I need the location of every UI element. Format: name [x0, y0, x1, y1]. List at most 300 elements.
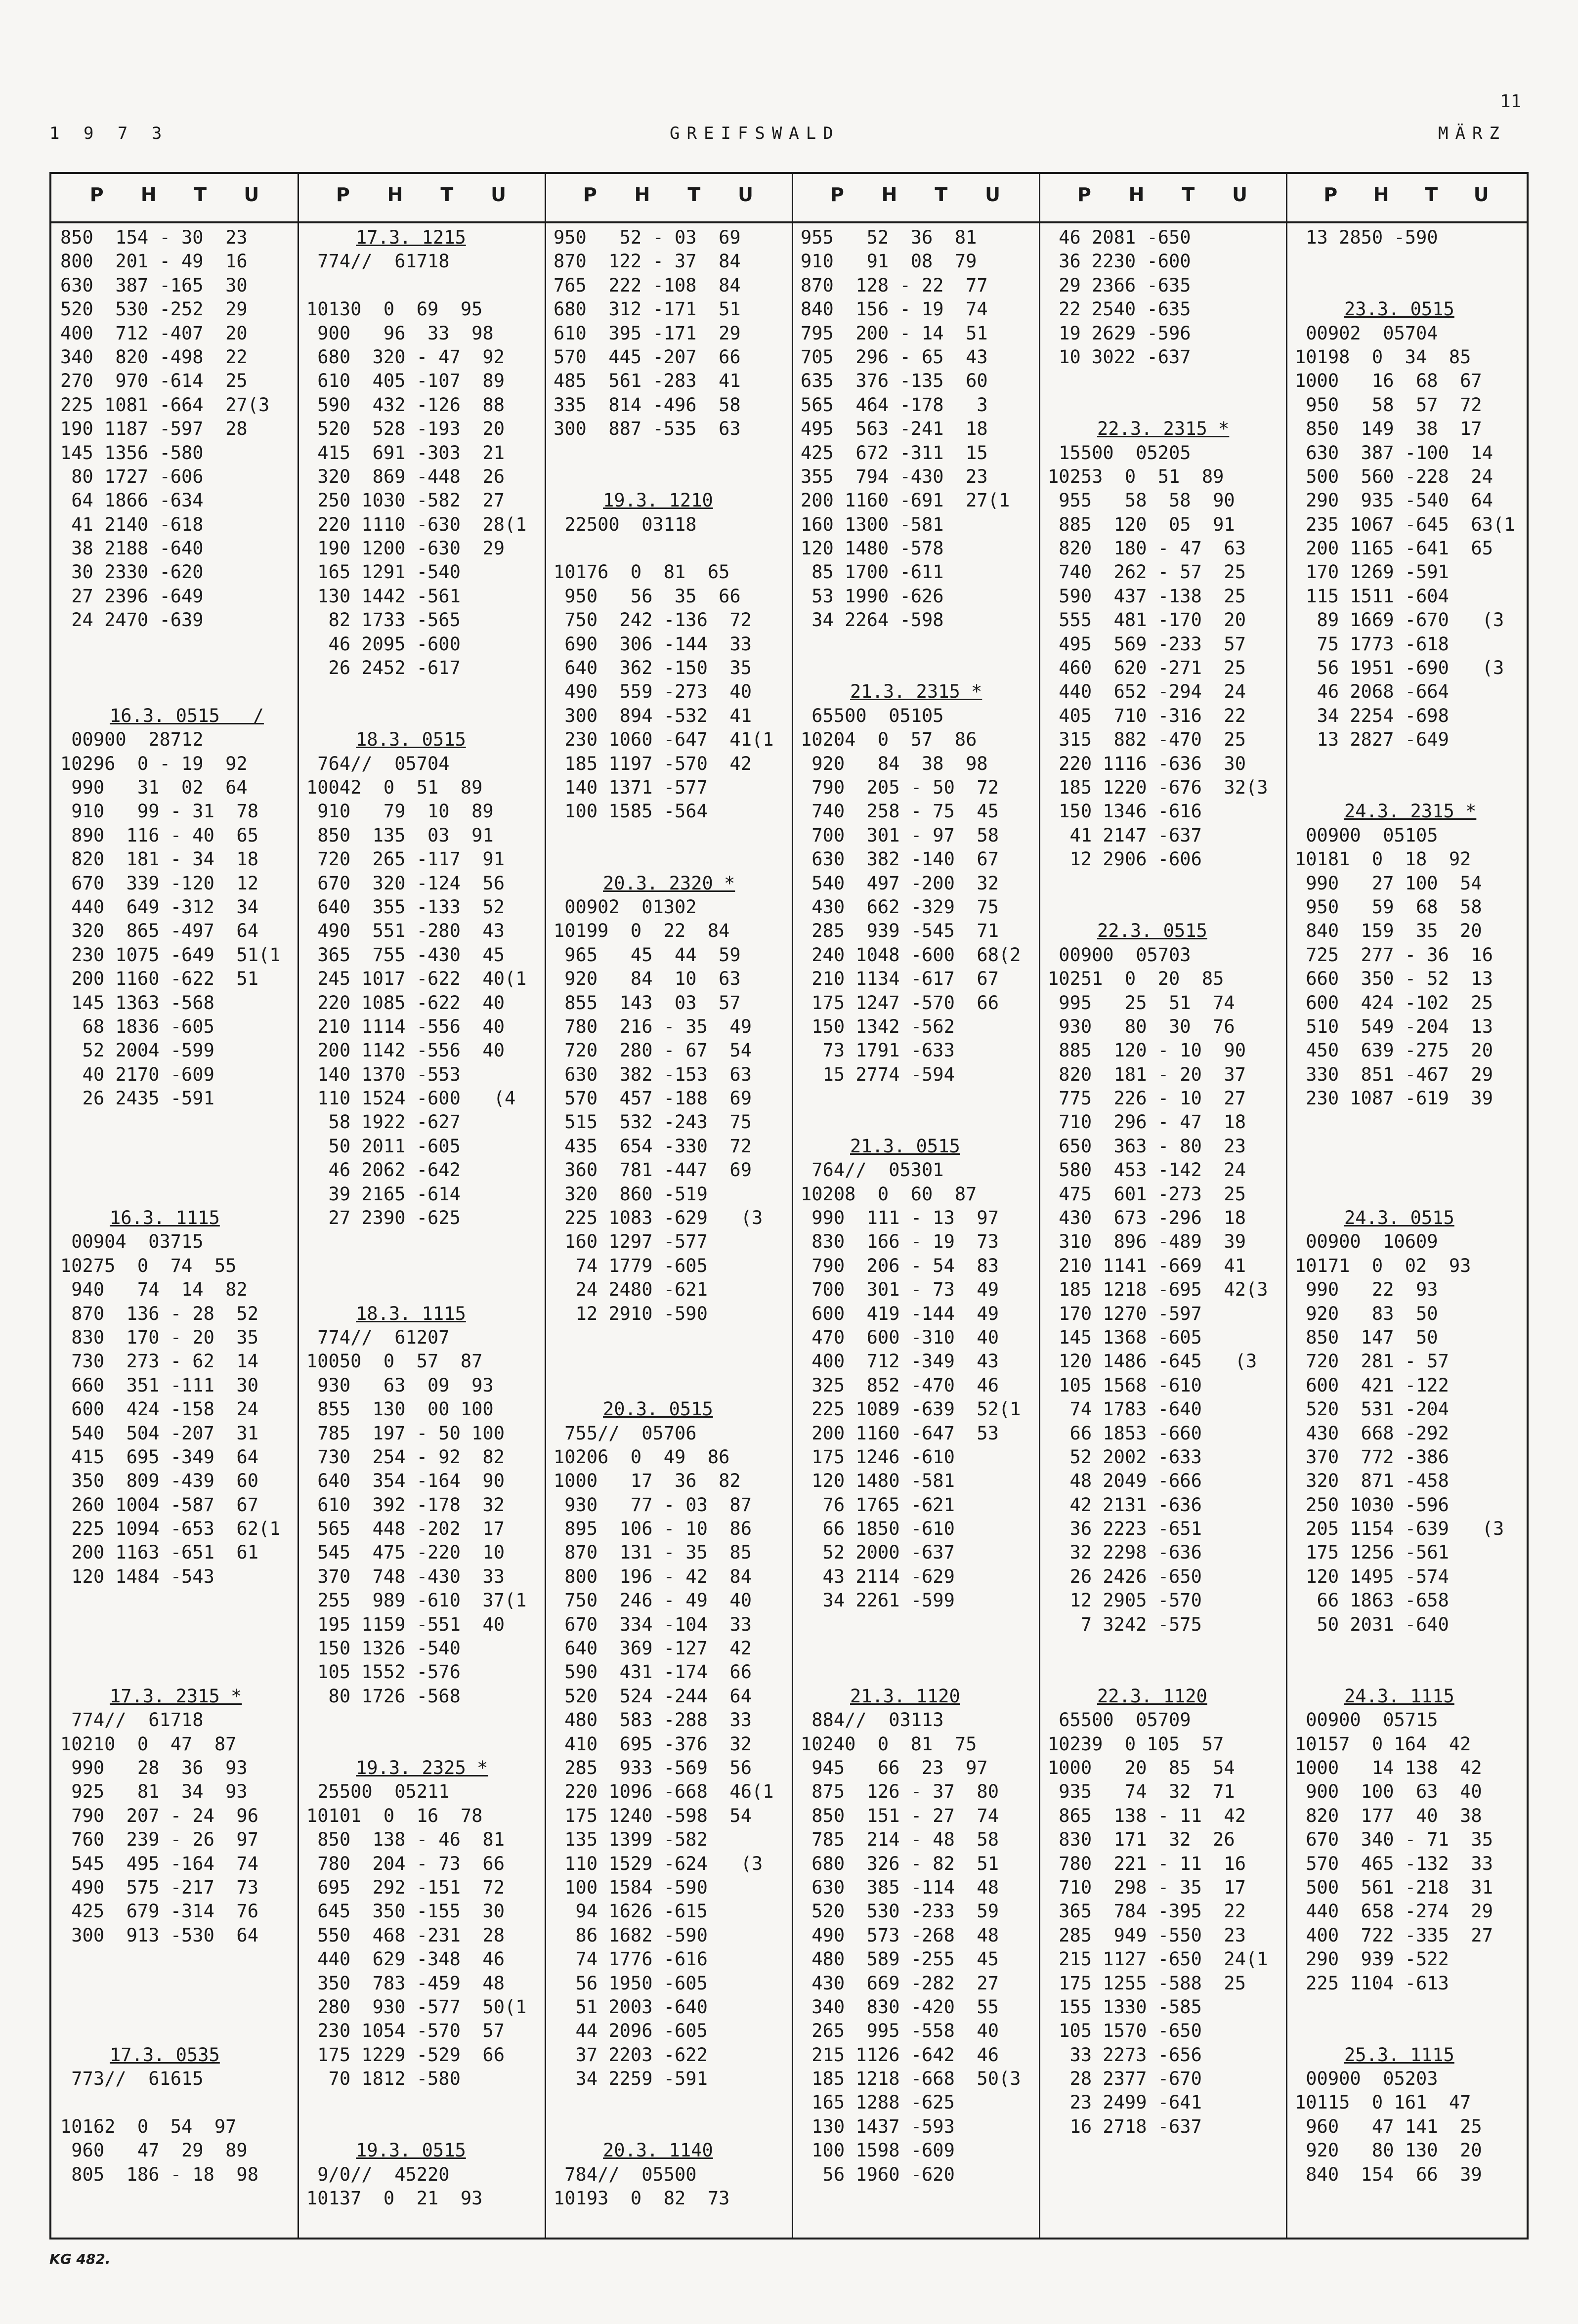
- data-row: 12 2905 -570: [1048, 1590, 1202, 1611]
- data-row: [306, 704, 541, 728]
- data-row: 10199 0 22 84: [554, 920, 730, 942]
- sounding-title: 22.3. 1120: [1097, 1685, 1207, 1707]
- data-row: 10115 0 161 47: [1295, 2092, 1471, 2113]
- data-row: 115 1511 -604: [1295, 585, 1449, 607]
- data-row: 355 794 -430 23: [801, 465, 988, 487]
- data-row: [60, 1589, 294, 1612]
- station-title: GREIFSWALD: [670, 124, 840, 143]
- data-row: 25500 05211: [306, 1781, 450, 1803]
- data-row: 910 79 10 89: [306, 801, 494, 822]
- data-row: 910 91 08 79: [801, 251, 977, 272]
- data-row: [60, 1110, 294, 1134]
- data-row: 920 84 38 98: [801, 753, 988, 774]
- data-row: 840 154 66 39: [1295, 2163, 1482, 2185]
- data-row: 32 2298 -636: [1048, 1542, 1202, 1563]
- data-row: [1295, 1637, 1523, 1660]
- data-row: 580 453 -142 24: [1048, 1159, 1246, 1181]
- data-row: 350 783 -459 48: [306, 1972, 505, 1994]
- sounding-title: 23.3. 0515: [1344, 298, 1454, 320]
- data-row: 22 2540 -635: [1048, 298, 1191, 320]
- data-row: 870 136 - 28 52: [60, 1303, 258, 1324]
- data-row: 430 662 -329 75: [801, 896, 999, 918]
- column-header-p: P: [1077, 184, 1091, 206]
- data-row: 765 222 -108 84: [554, 274, 741, 296]
- data-row: 515 532 -243 75: [554, 1111, 752, 1133]
- data-row: 830 166 - 19 73: [801, 1231, 999, 1253]
- data-row: 190 1200 -630 29: [306, 538, 505, 559]
- data-row: 340 830 -420 55: [801, 1996, 999, 2018]
- data-row: 365 755 -430 45: [306, 944, 505, 966]
- data-row: [60, 2019, 294, 2043]
- data-row: 700 301 - 73 49: [801, 1279, 999, 1301]
- data-row: 630 382 -153 63: [554, 1063, 752, 1085]
- sounding-title: 25.3. 1115: [1344, 2044, 1454, 2066]
- data-row: 400 712 -407 20: [60, 322, 248, 344]
- data-row: 285 933 -569 56: [554, 1757, 752, 1778]
- data-row: 520 530 -233 59: [801, 1901, 999, 1922]
- data-row: 190 1187 -597 28: [60, 418, 248, 440]
- data-row: 900 96 33 98: [306, 322, 494, 344]
- data-row: 37 2203 -622: [554, 2044, 708, 2066]
- data-row: 00902 01302: [554, 896, 697, 918]
- data-row: 460 620 -271 25: [1048, 657, 1246, 679]
- data-row: 100 1598 -609: [801, 2140, 955, 2161]
- data-row: 400 722 -335 27: [1295, 1924, 1493, 1946]
- data-row: [1048, 1637, 1282, 1660]
- data-row: 485 561 -283 41: [554, 370, 741, 392]
- column-header-t: T: [687, 184, 701, 206]
- data-row: 10193 0 82 73: [554, 2188, 730, 2209]
- data-row: [306, 2115, 541, 2139]
- data-row: 89 1669 -670 (3: [1295, 609, 1504, 631]
- data-row: 950 56 35 66: [554, 585, 741, 607]
- sounding-title: 19.3. 2325 *: [356, 1757, 488, 1778]
- data-row: 220 1116 -636 30: [1048, 753, 1246, 774]
- data-row: 10206 0 49 86: [554, 1446, 730, 1468]
- data-row: 46 2095 -600: [306, 633, 461, 655]
- data-row: 1000 20 85 54: [1048, 1757, 1235, 1778]
- data-row: 750 246 - 49 40: [554, 1590, 752, 1611]
- data-row: 195 1159 -551 40: [306, 1613, 505, 1635]
- data-row: [1295, 1135, 1523, 1158]
- data-row: 670 334 -104 33: [554, 1613, 752, 1635]
- data-row: 955 52 36 81: [801, 227, 977, 248]
- data-row: 330 851 -467 29: [1295, 1063, 1493, 1085]
- data-row: 300 913 -530 64: [60, 1924, 258, 1946]
- data-row: 850 147 50: [1295, 1326, 1438, 1348]
- data-row: 870 131 - 35 85: [554, 1542, 752, 1563]
- data-row: 315 882 -470 25: [1048, 729, 1246, 751]
- data-row: 215 1127 -650 24(1: [1048, 1948, 1268, 1970]
- data-row: 00900 05715: [1295, 1709, 1438, 1731]
- column-header-h: H: [1128, 184, 1145, 206]
- data-row: 555 481 -170 20: [1048, 609, 1246, 631]
- data-row: 335 814 -496 58: [554, 394, 741, 416]
- data-row: 520 528 -193 20: [306, 418, 505, 440]
- data-row: 175 1240 -598 54: [554, 1805, 752, 1826]
- data-row: 430 673 -296 18: [1048, 1207, 1246, 1229]
- data-row: [306, 2091, 541, 2114]
- data-row: 10239 0 105 57: [1048, 1733, 1224, 1755]
- column-header: [298, 184, 545, 206]
- data-row: 660 351 -111 30: [60, 1374, 258, 1396]
- data-row: 260 1004 -587 67: [60, 1494, 258, 1516]
- column-header: [792, 184, 1039, 206]
- data-row: [60, 1972, 294, 1995]
- data-row: 365 784 -395 22: [1048, 1901, 1246, 1922]
- data-row: 520 524 -244 64: [554, 1685, 752, 1707]
- data-row: 82 1733 -565: [306, 609, 461, 631]
- data-row: 440 629 -348 46: [306, 1948, 505, 1970]
- sounding-title: 19.3. 1210: [603, 490, 713, 511]
- data-row: 10208 0 60 87: [801, 1183, 977, 1205]
- data-row: 940 74 14 82: [60, 1279, 248, 1301]
- data-row: [801, 1660, 1035, 1684]
- data-row: [60, 656, 294, 680]
- data-row: 74 1779 -605: [554, 1255, 708, 1276]
- data-row: 955 58 58 90: [1048, 490, 1235, 511]
- data-row: 680 326 - 82 51: [801, 1853, 999, 1874]
- data-row: 990 31 02 64: [60, 776, 248, 798]
- column-header: [1286, 184, 1527, 206]
- data-row: 210 1134 -617 67: [801, 968, 999, 990]
- data-row: 40 2170 -609: [60, 1063, 214, 1085]
- data-row: 895 106 - 10 86: [554, 1518, 752, 1540]
- data-row: 490 551 -280 43: [306, 920, 505, 942]
- data-row: 780 216 - 35 49: [554, 1015, 752, 1037]
- data-row: 58 1922 -627: [306, 1111, 461, 1133]
- data-row: 600 424 -102 25: [1295, 992, 1493, 1014]
- form-number: KG 482.: [49, 2251, 111, 2267]
- data-row: 23 2499 -641: [1048, 2092, 1202, 2113]
- data-row: 774// 61207: [306, 1326, 450, 1348]
- data-row: 27 2390 -625: [306, 1207, 461, 1229]
- data-row: 480 589 -255 45: [801, 1948, 999, 1970]
- data-row: 66 1853 -660: [1048, 1422, 1202, 1444]
- sounding-title: 18.3. 1115: [356, 1303, 466, 1324]
- column-header-p: P: [1323, 184, 1338, 206]
- data-row: 680 312 -171 51: [554, 298, 741, 320]
- sounding-title: 16.3. 0515 /: [110, 705, 264, 726]
- data-row: 320 871 -458: [1295, 1470, 1449, 1492]
- data-row: 145 1363 -568: [60, 992, 214, 1014]
- data-row: [554, 847, 788, 871]
- data-row: [1295, 1660, 1523, 1684]
- column-header: [51, 184, 298, 206]
- data-row: 39 2165 -614: [306, 1183, 461, 1205]
- data-row: 495 563 -241 18: [801, 418, 988, 440]
- data-row: 440 658 -274 29: [1295, 1901, 1493, 1922]
- data-row: 645 350 -155 30: [306, 1901, 505, 1922]
- data-row: 820 181 - 20 37: [1048, 1063, 1246, 1085]
- data-row: 350 809 -439 60: [60, 1470, 258, 1492]
- data-row: 790 206 - 54 83: [801, 1255, 999, 1276]
- column-header-t: T: [440, 184, 454, 206]
- data-row: 320 860 -519: [554, 1183, 708, 1205]
- sounding-title: 17.3. 2315 *: [110, 1685, 242, 1707]
- data-row: 630 382 -140 67: [801, 848, 999, 870]
- data-row: 00900 05105: [1295, 824, 1438, 846]
- data-row: 785 214 - 48 58: [801, 1829, 999, 1851]
- data-row: 105 1570 -650: [1048, 2020, 1202, 2042]
- data-row: [1295, 1110, 1523, 1134]
- data-row: 600 424 -158 24: [60, 1398, 258, 1420]
- data-row: 820 181 - 34 18: [60, 848, 258, 870]
- data-row: 110 1524 -600 (4: [306, 1088, 516, 1109]
- data-row: 520 530 -252 29: [60, 298, 248, 320]
- data-row: 920 80 130 20: [1295, 2140, 1482, 2161]
- data-row: 165 1288 -625: [801, 2092, 955, 2113]
- data-row: 120 1480 -578: [801, 538, 944, 559]
- data-row: 53 1990 -626: [801, 585, 944, 607]
- data-row: 885 120 05 91: [1048, 513, 1235, 535]
- column-header-t: T: [1182, 184, 1195, 206]
- column-body: [554, 226, 788, 2210]
- data-row: 990 22 93: [1295, 1279, 1438, 1301]
- data-row: 225 1089 -639 52(1: [801, 1398, 1021, 1420]
- data-row: 15 2774 -594: [801, 1063, 955, 1085]
- data-row: 175 1247 -570 66: [801, 992, 999, 1014]
- data-row: [306, 1254, 541, 1278]
- data-row: 170 1269 -591: [1295, 561, 1449, 583]
- data-row: 490 573 -268 48: [801, 1924, 999, 1946]
- data-row: [60, 1183, 294, 1206]
- data-row: [60, 633, 294, 656]
- data-row: 610 405 -107 89: [306, 370, 505, 392]
- data-row: 360 781 -447 69: [554, 1159, 752, 1181]
- data-row: [554, 441, 788, 465]
- data-row: 10210 0 47 87: [60, 1733, 237, 1755]
- data-row: 705 296 - 65 43: [801, 346, 988, 368]
- data-row: 670 340 - 71 35: [1295, 1829, 1493, 1851]
- data-row: 29 2366 -635: [1048, 274, 1191, 296]
- data-row: 120 1486 -645 (3: [1048, 1351, 1257, 1372]
- data-row: 130 1437 -593: [801, 2115, 955, 2137]
- data-row: [60, 1158, 294, 1182]
- data-row: 105 1552 -576: [306, 1661, 461, 1683]
- data-row: 495 569 -233 57: [1048, 633, 1246, 655]
- data-row: 855 130 00 100: [306, 1398, 494, 1420]
- data-row: 00904 03715: [60, 1231, 204, 1253]
- data-row: 640 369 -127 42: [554, 1638, 752, 1659]
- data-row: 300 894 -532 41: [554, 705, 752, 726]
- sounding-title: 21.3. 0515: [850, 1135, 960, 1157]
- data-row: 820 180 - 47 63: [1048, 538, 1246, 559]
- data-row: 105 1568 -610: [1048, 1374, 1202, 1396]
- data-row: 175 1256 -561: [1295, 1542, 1449, 1563]
- data-row: 850 138 - 46 81: [306, 1829, 505, 1851]
- data-row: 100 1584 -590: [554, 1876, 708, 1898]
- data-row: 600 421 -122: [1295, 1374, 1449, 1396]
- data-row: 52 2004 -599: [60, 1040, 214, 1061]
- column-header: [1039, 184, 1286, 206]
- data-row: 200 1160 -647 53: [801, 1422, 999, 1444]
- data-row: 42 2131 -636: [1048, 1494, 1202, 1516]
- data-row: 145 1368 -605: [1048, 1326, 1202, 1348]
- column-header-u: U: [1232, 184, 1248, 206]
- sounding-title: 21.3. 2315 *: [850, 681, 982, 703]
- data-row: 175 1229 -529 66: [306, 2044, 505, 2066]
- data-row: 405 710 -316 22: [1048, 705, 1246, 726]
- data-row: 415 691 -303 21: [306, 442, 505, 464]
- column-header-h: H: [1373, 184, 1389, 206]
- data-row: 12 2910 -590: [554, 1303, 708, 1324]
- data-row: 890 116 - 40 65: [60, 824, 258, 846]
- data-row: [801, 1637, 1035, 1660]
- data-row: 140 1371 -577: [554, 776, 708, 798]
- data-row: [801, 633, 1035, 656]
- data-row: 120 1480 -581: [801, 1470, 955, 1492]
- data-row: 1000 16 68 67: [1295, 370, 1482, 392]
- data-row: 36 2230 -600: [1048, 251, 1191, 272]
- data-row: 450 639 -275 20: [1295, 1040, 1493, 1061]
- data-row: [60, 680, 294, 704]
- data-row: 135 1399 -582: [554, 1829, 708, 1851]
- data-row: [1048, 872, 1282, 895]
- data-row: 900 100 63 40: [1295, 1781, 1482, 1803]
- data-row: [60, 1660, 294, 1684]
- column-header-p: P: [830, 184, 844, 206]
- column-header-p: P: [89, 184, 104, 206]
- data-row: 995 25 51 74: [1048, 992, 1235, 1014]
- data-row: 720 280 - 67 54: [554, 1040, 752, 1061]
- data-row: 930 63 09 93: [306, 1374, 494, 1396]
- data-row: [60, 1637, 294, 1660]
- data-row: 15500 05205: [1048, 442, 1191, 464]
- data-table: [49, 172, 1529, 2239]
- data-row: [60, 1947, 294, 1971]
- data-row: 430 668 -292: [1295, 1422, 1449, 1444]
- data-row: 10162 0 54 97: [60, 2115, 237, 2137]
- data-row: 800 196 - 42 84: [554, 1565, 752, 1587]
- data-row: 56 1951 -690 (3: [1295, 657, 1504, 679]
- data-row: 730 254 - 92 82: [306, 1446, 505, 1468]
- data-row: 240 1048 -600 68(2: [801, 944, 1021, 966]
- data-row: 00900 10609: [1295, 1231, 1438, 1253]
- data-row: [60, 2091, 294, 2114]
- data-row: 50 2011 -605: [306, 1135, 461, 1157]
- data-row: 205 1154 -639 (3: [1295, 1518, 1504, 1540]
- data-row: 230 1060 -647 41(1: [554, 729, 774, 751]
- data-row: 930 77 - 03 87: [554, 1494, 752, 1516]
- data-row: 225 1081 -664 27(3: [60, 394, 270, 416]
- data-row: [1295, 274, 1523, 297]
- data-row: 86 1682 -590: [554, 1924, 708, 1946]
- data-row: [306, 1230, 541, 1254]
- sounding-title: 24.3. 1115: [1344, 1685, 1454, 1707]
- data-row: 200 1165 -641 65: [1295, 538, 1493, 559]
- data-row: 670 339 -120 12: [60, 872, 258, 894]
- data-row: 630 385 -114 48: [801, 1876, 999, 1898]
- data-row: 00902 05704: [1295, 322, 1438, 344]
- column-header-u: U: [1473, 184, 1489, 206]
- data-row: [801, 1087, 1035, 1110]
- sounding-title: 17.3. 0535: [110, 2044, 220, 2066]
- data-row: 10 3022 -637: [1048, 346, 1191, 368]
- data-row: 600 419 -144 49: [801, 1303, 999, 1324]
- data-row: 774// 61718: [306, 251, 450, 272]
- data-row: [60, 1995, 294, 2019]
- data-row: 1000 14 138 42: [1295, 1757, 1482, 1778]
- sounding-column: [51, 174, 298, 2238]
- data-row: 10130 0 69 95: [306, 298, 483, 320]
- sounding-column: [792, 174, 1039, 2238]
- data-row: 840 156 - 19 74: [801, 298, 988, 320]
- data-row: 165 1291 -540: [306, 561, 461, 583]
- data-row: 755// 05706: [554, 1422, 697, 1444]
- data-row: [1295, 1183, 1523, 1206]
- data-row: 773// 61615: [60, 2068, 204, 2090]
- data-row: 920 83 50: [1295, 1303, 1438, 1324]
- data-row: 27 2396 -649: [60, 585, 204, 607]
- data-row: 885 120 - 10 90: [1048, 1040, 1246, 1061]
- data-row: 00900 05203: [1295, 2068, 1438, 2090]
- data-row: 220 1096 -668 46(1: [554, 1781, 774, 1803]
- data-row: 185 1218 -695 42(3: [1048, 1279, 1268, 1301]
- data-row: [306, 680, 541, 704]
- data-row: 7 3242 -575: [1048, 1613, 1202, 1635]
- data-row: 24 2470 -639: [60, 609, 204, 631]
- month-label: MÄRZ: [1438, 124, 1506, 143]
- data-row: [1048, 895, 1282, 919]
- data-row: 850 154 - 30 23: [60, 227, 248, 248]
- column-header-h: H: [140, 184, 157, 206]
- data-row: 540 504 -207 31: [60, 1422, 258, 1444]
- data-row: 215 1126 -642 46: [801, 2044, 999, 2066]
- data-row: 80 1726 -568: [306, 1685, 461, 1707]
- data-row: [554, 2115, 788, 2139]
- data-row: 10157 0 164 42: [1295, 1733, 1471, 1755]
- data-row: 820 177 40 38: [1295, 1805, 1482, 1826]
- data-row: 235 1067 -645 63(1: [1295, 513, 1515, 535]
- data-row: 370 772 -386: [1295, 1446, 1449, 1468]
- data-row: 200 1160 -622 51: [60, 968, 258, 990]
- data-row: 440 652 -294 24: [1048, 681, 1246, 703]
- data-row: 425 679 -314 76: [60, 1901, 258, 1922]
- data-row: 740 262 - 57 25: [1048, 561, 1246, 583]
- data-row: 160 1300 -581: [801, 513, 944, 535]
- data-row: 44 2096 -605: [554, 2020, 708, 2042]
- data-row: 80 1727 -606: [60, 465, 204, 487]
- column-header-u: U: [244, 184, 259, 206]
- data-row: 340 820 -498 22: [60, 346, 248, 368]
- data-row: 440 649 -312 34: [60, 896, 258, 918]
- data-row: 52 2000 -637: [801, 1542, 955, 1563]
- data-row: 255 989 -610 37(1: [306, 1590, 527, 1611]
- data-row: 10181 0 18 92: [1295, 848, 1471, 870]
- data-row: [554, 1350, 788, 1373]
- data-row: 630 387 -165 30: [60, 274, 248, 296]
- data-row: 220 1110 -630 28(1: [306, 513, 527, 535]
- column-header-h: H: [881, 184, 897, 206]
- data-row: 52 2002 -633: [1048, 1446, 1202, 1468]
- data-row: 46 2062 -642: [306, 1159, 461, 1181]
- column-header-t: T: [1425, 184, 1438, 206]
- data-row: 1000 17 36 82: [554, 1470, 741, 1492]
- data-row: 500 560 -228 24: [1295, 465, 1493, 487]
- column-header-u: U: [985, 184, 1001, 206]
- data-row: 640 362 -150 35: [554, 657, 752, 679]
- data-row: 780 204 - 73 66: [306, 1853, 505, 1874]
- data-row: [554, 1326, 788, 1350]
- data-row: [554, 465, 788, 489]
- data-row: 10296 0 - 19 92: [60, 753, 248, 774]
- year-label: 1 9 7 3: [49, 124, 169, 143]
- sounding-title: 20.3. 0515: [603, 1398, 713, 1420]
- data-row: 185 1218 -668 50(3: [801, 2068, 1021, 2090]
- data-row: 46 2068 -664: [1295, 681, 1449, 703]
- data-row: [554, 2091, 788, 2114]
